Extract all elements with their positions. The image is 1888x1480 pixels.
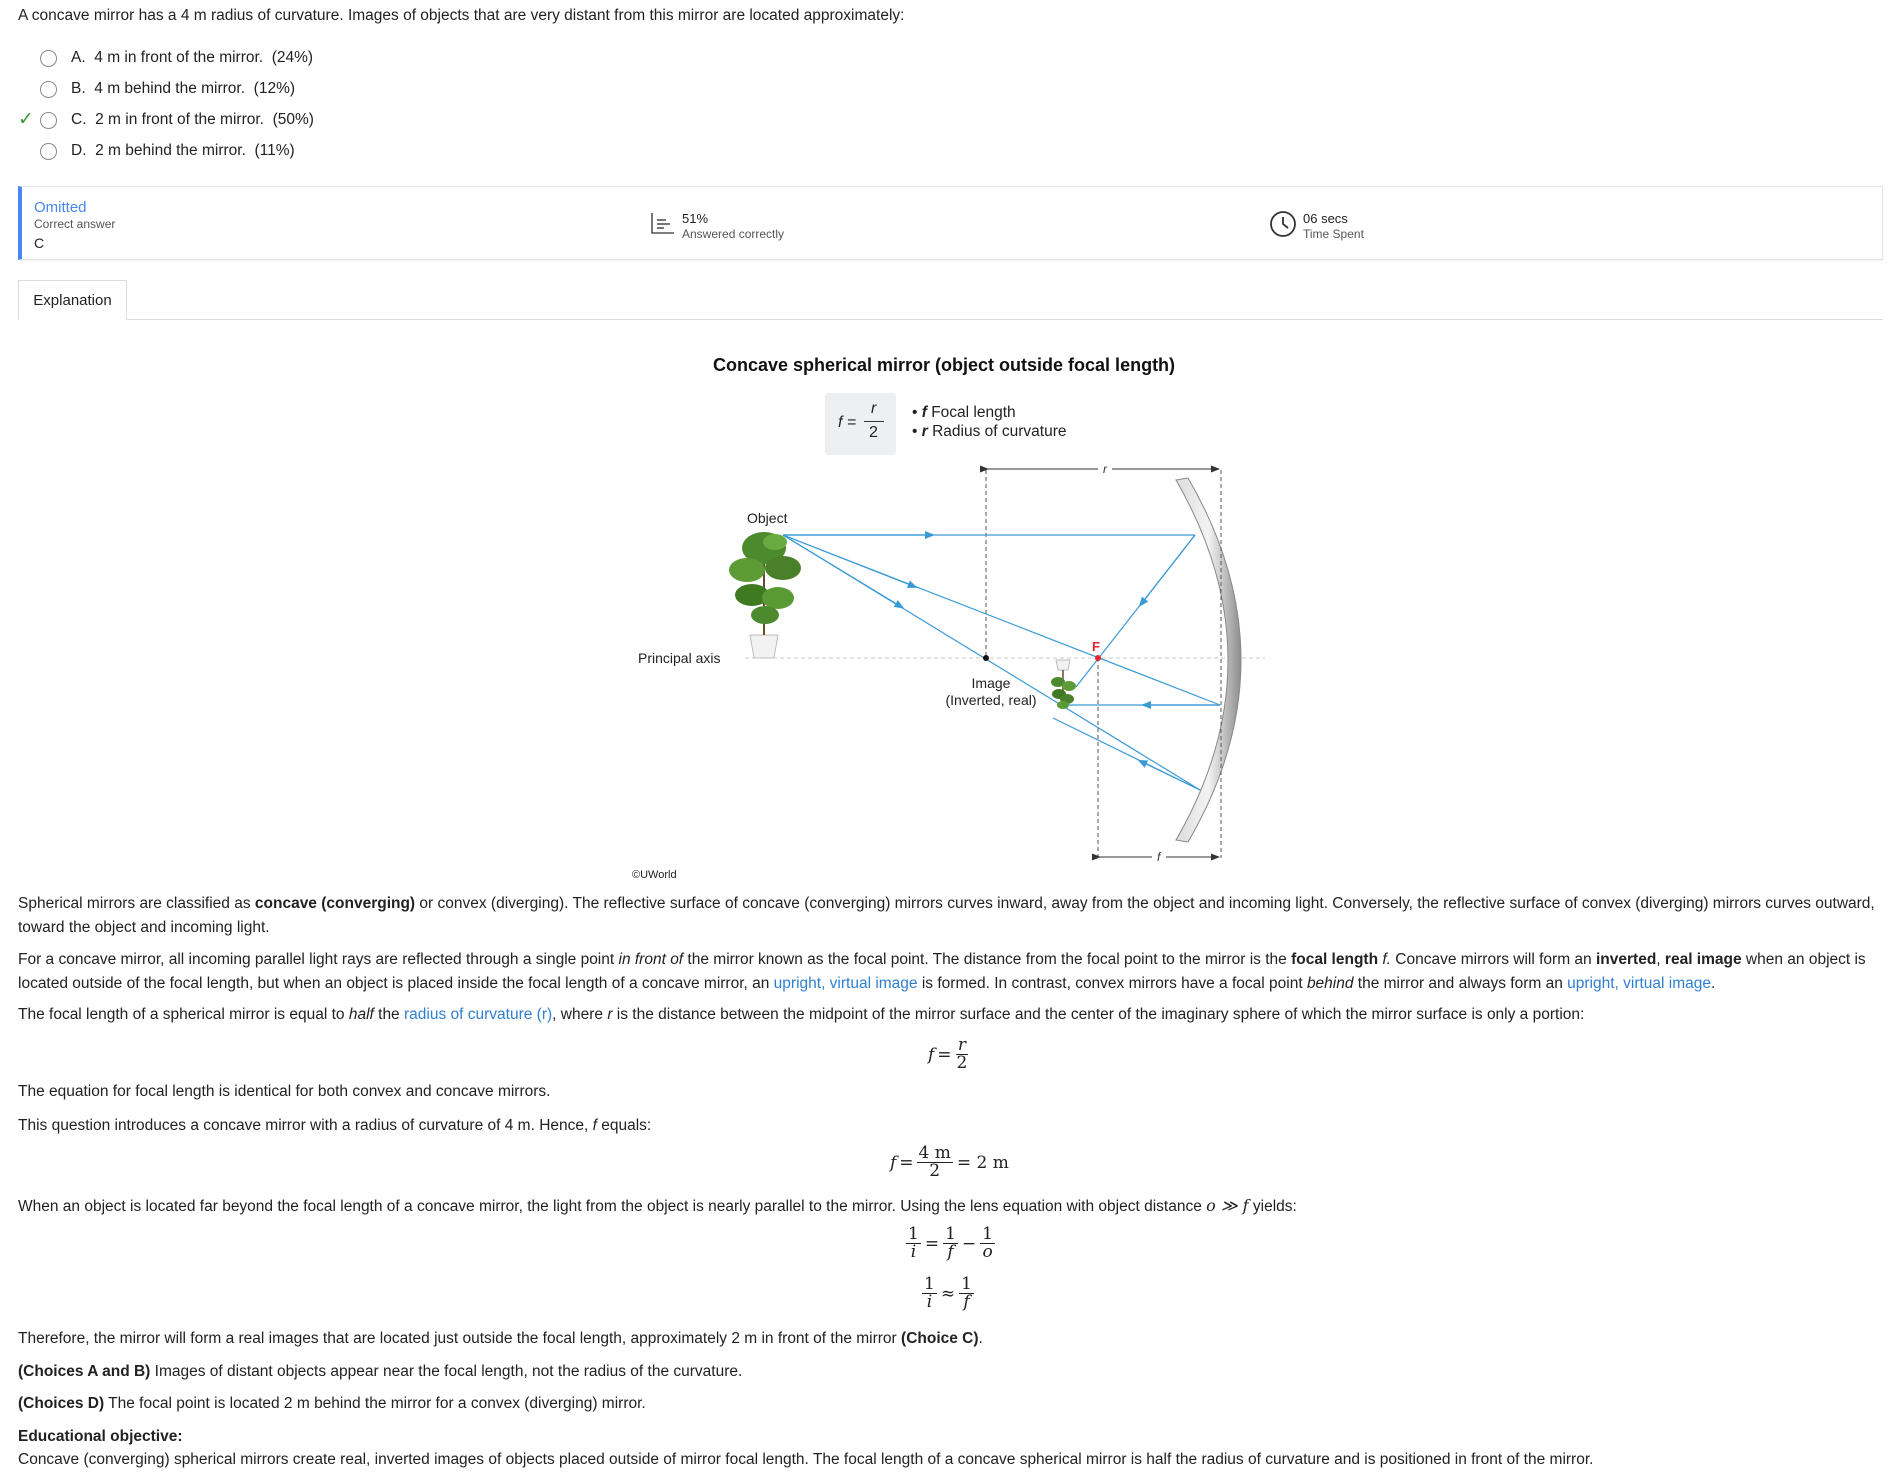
focal-point-label: F <box>1092 639 1100 654</box>
choice-d-text: 2 m behind the mirror. <box>95 142 246 159</box>
status-label: Omitted <box>34 199 87 216</box>
legend-item-r: • r Radius of curvature <box>912 423 1067 440</box>
time-label: Time Spent <box>1303 227 1364 241</box>
choice-d-letter: D. <box>71 142 87 159</box>
paragraph-3: The focal length of a spherical mirror is equal to half the radius of curvature (r), where r is the distance between the midpoint of the mirror surface and the center of the imaginary sphere of which the mirror surface is only a portion: <box>18 1006 1585 1023</box>
equation-approx: $\frac{1}{i}$ ≈ $\frac{1}{f}$ <box>924 1274 972 1312</box>
concave-mirror <box>1176 478 1241 842</box>
formula-numerator: r <box>871 400 877 417</box>
tab-explanation[interactable]: Explanation <box>18 280 127 320</box>
ray-reflect-arrow <box>1142 535 1195 603</box>
paragraph-5: This question introduces a concave mirror with a radius of curvature of 4 m. Hence, f equals: <box>18 1117 652 1134</box>
paragraph-2: For a concave mirror, all incoming parallel light rays are reflected through a single point in front of the mirror known as the focal point. The distance from the focal point to the mirror is the focal length f. Concave mirrors will form an inverted, real image when an object is located outside of the focal length, but when an object is placed inside the focal length of a concave mirror, an upright, virtual image is formed. In contrast, convex mirrors have a focal point behind the mirror and always form an upright, virtual image. <box>18 951 1866 992</box>
equation-lens: $\frac{1}{i}$ = $\frac{1}{f}$ − $\frac{1}{o}$ <box>908 1224 993 1262</box>
object-plant-icon <box>729 532 801 658</box>
link-radius-of-curvature[interactable]: radius of curvature (r) <box>404 1006 553 1023</box>
ray-center-reflect-arrow <box>1142 762 1200 790</box>
object-label: Object <box>747 510 788 526</box>
choice-b-letter: B. <box>71 80 86 97</box>
focal-point <box>1095 655 1101 661</box>
paragraph-7: Therefore, the mirror will form a real images that are located just outside the focal length, approximately 2 m in front of the mirror (Choice C). <box>18 1330 983 1347</box>
image-sublabel: (Inverted, real) <box>945 692 1037 708</box>
choice-c-text: 2 m in front of the mirror. <box>95 111 264 128</box>
center-point <box>983 655 989 661</box>
figure-title: Concave spherical mirror (object outside focal length) <box>712 355 1176 375</box>
time-value: 06 secs <box>1303 211 1348 226</box>
equation-focal-length: f = $\frac{r}{2}$ <box>928 1035 968 1073</box>
choice-c-pct: (50%) <box>272 111 314 128</box>
formula-denominator: 2 <box>869 424 878 441</box>
paragraph-1: Spherical mirrors are classified as concave (converging) or convex (diverging). The reflective surface of concave (converging) mirrors curves inward, away from the object and incoming light. Conversely, the reflective surface of convex (diverging) mirrors curves outward, toward the object and incoming light. <box>18 895 1875 936</box>
principal-axis-label: Principal axis <box>638 650 721 666</box>
paragraph-8: (Choices A and B) Images of distant objects appear near the focal length, not the radius of the curvature. <box>18 1363 743 1380</box>
choice-a-pct: (24%) <box>271 49 314 66</box>
objective-title: Educational objective: <box>18 1428 183 1445</box>
copyright: ©UWorld <box>632 869 677 881</box>
correct-answer-value: C <box>34 235 45 251</box>
ray-f-arrow <box>783 535 913 586</box>
objective-text: Concave (converging) spherical mirrors create real, inverted images of objects placed outside of mirror focal length. The focal length of a concave spherical mirror is half the radius of curvature and is positioned in front of the mirror. <box>18 1451 1594 1468</box>
formula-lhs: f = <box>838 414 857 431</box>
choice-d-pct: (11%) <box>254 142 295 159</box>
paragraph-6: When an object is located far beyond the focal length of a concave mirror, the light from the object is nearly parallel to the mirror. Using the lens equation with object distance o ≫ f yields: <box>18 1196 1297 1215</box>
equation-focal-value: f = $\frac{4 m}{2}$ = 2 m <box>890 1143 1009 1181</box>
link-upright-virtual-image[interactable]: upright, virtual image <box>773 975 918 992</box>
image-label: Image <box>971 675 1011 691</box>
pct-label: Answered correctly <box>682 227 785 241</box>
r-label: r <box>1103 462 1107 476</box>
choice-a-text: 4 m in front of the mirror. <box>94 49 264 66</box>
choice-b-text: 4 m behind the mirror. <box>94 80 246 97</box>
choice-c-letter: C. <box>71 111 87 128</box>
pct-value: 51% <box>682 211 709 226</box>
question-text: A concave mirror has a 4 m radius of curvature. Images of objects that are very distant from this mirror are located approximately: <box>18 7 905 24</box>
f-label: f <box>1157 850 1161 864</box>
check-icon: ✓ <box>18 109 34 130</box>
choice-a-letter: A. <box>71 49 86 66</box>
link-upright-virtual-image-2[interactable]: upright, virtual image <box>1567 975 1711 992</box>
choice-b-pct: (12%) <box>253 80 296 97</box>
paragraph-9: (Choices D) The focal point is located 2 m behind the mirror for a convex (diverging) mirror. <box>18 1395 646 1412</box>
paragraph-4: The equation for focal length is identical for both convex and concave mirrors. <box>18 1083 551 1100</box>
correct-answer-label: Correct answer <box>34 217 116 231</box>
legend-item-f: • f Focal length <box>912 404 1016 421</box>
